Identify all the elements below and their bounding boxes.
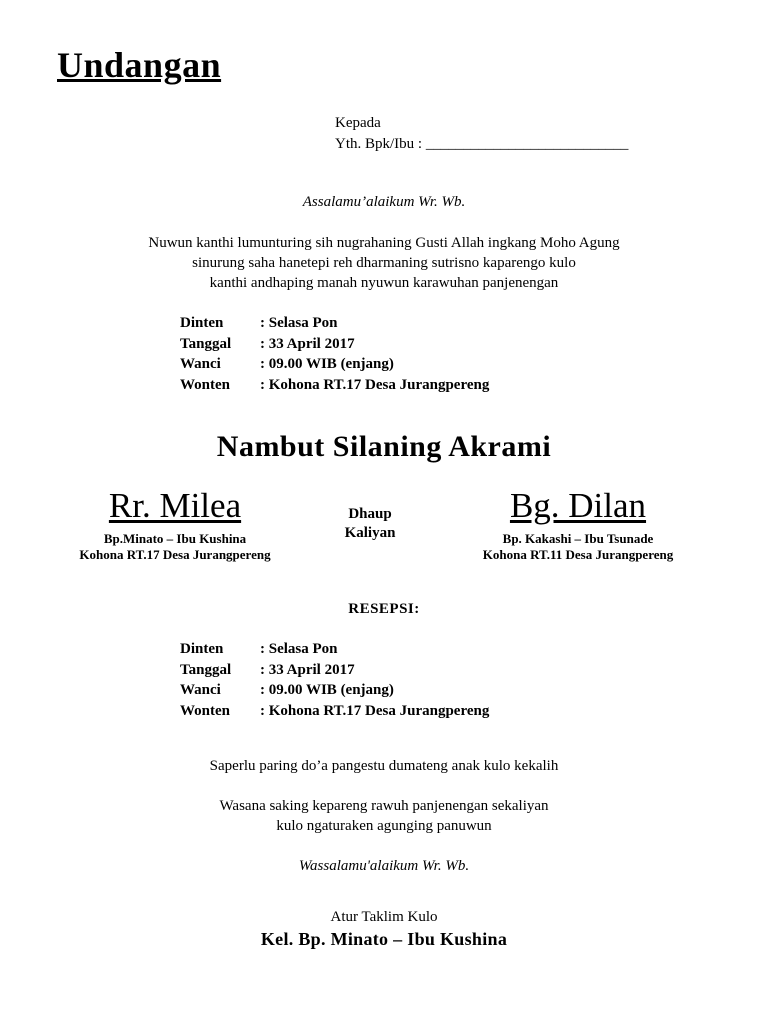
event-headline: Nambut Silaning Akrami xyxy=(216,430,552,463)
intro-line: sinurung saha hanetepi reh dharmaning sutrisno kaparengo kulo xyxy=(192,255,576,271)
detail-label: Wonten xyxy=(180,702,231,719)
bride-parents: Bp.Minato – Ibu Kushina xyxy=(103,531,247,546)
detail-label: Tanggal xyxy=(180,661,232,678)
detail-label: Dinten xyxy=(180,315,224,331)
groom-parents: Bp. Kakashi – Ibu Tsunade xyxy=(502,531,654,546)
detail-label: Wanci xyxy=(180,682,221,698)
recipient-block xyxy=(335,113,628,155)
resepsi-details xyxy=(180,639,489,721)
detail-value: : Selasa Pon xyxy=(260,315,338,331)
connector-line: Kaliyan xyxy=(344,525,396,541)
bride-address: Kohona RT.17 Desa Jurangpereng xyxy=(79,546,271,562)
detail-row-time xyxy=(180,354,489,375)
connector-text xyxy=(330,505,410,543)
recipient-line: Yth. Bpk/Ibu : ___________________________ xyxy=(335,136,629,152)
detail-value: : Kohona RT.17 Desa Jurangpereng xyxy=(260,376,490,393)
prayer-request: Saperlu paring do’a pangestu dumateng anak kulo kekalih xyxy=(209,758,559,774)
recipient-label: Kepada xyxy=(335,115,381,131)
detail-value: : Selasa Pon xyxy=(260,641,338,657)
detail-row-date xyxy=(180,660,489,681)
opening-greeting: Assalamu’alaikum Wr. Wb. xyxy=(302,194,466,210)
detail-label: Dinten xyxy=(180,641,224,657)
detail-value: : 09.00 WIB (enjang) xyxy=(260,682,394,698)
detail-value: : 33 April 2017 xyxy=(260,335,355,352)
detail-row-day xyxy=(180,313,489,334)
groom-block xyxy=(418,486,738,562)
detail-label: Wonten xyxy=(180,376,231,393)
detail-row-time xyxy=(180,680,489,701)
intro-line: kanthi andhaping manah nyuwun karawuhan panjenengan xyxy=(209,275,559,291)
intro-line: Nuwun kanthi lumunturing sih nugrahaning Gusti Allah ingkang Moho Agung xyxy=(148,235,620,251)
family-signature: Kel. Bp. Minato – Ibu Kushina xyxy=(260,929,508,949)
closing-line: Wasana saking kepareng rawuh panjenengan sekaliyan xyxy=(219,798,549,814)
detail-label: Wanci xyxy=(180,356,221,372)
resepsi-heading: RESEPSI: xyxy=(348,601,420,617)
connector-line: Dhaup xyxy=(348,506,392,522)
detail-row-place xyxy=(180,701,489,722)
bride-name: Rr. Milea xyxy=(108,486,242,525)
groom-address: Kohona RT.11 Desa Jurangpereng xyxy=(482,546,674,562)
detail-label: Tanggal xyxy=(180,335,232,352)
document-title: Undangan xyxy=(57,45,222,85)
akad-details xyxy=(180,313,489,395)
closing-line: kulo ngaturaken agunging panuwun xyxy=(276,818,492,834)
groom-name: Bg. Dilan xyxy=(509,486,647,525)
detail-value: : Kohona RT.17 Desa Jurangpereng xyxy=(260,702,490,719)
closing-greeting: Wassalamu'alaikum Wr. Wb. xyxy=(298,858,470,874)
detail-value: : 09.00 WIB (enjang) xyxy=(260,356,394,372)
detail-row-date xyxy=(180,334,489,355)
signoff-label: Atur Taklim Kulo xyxy=(330,909,438,925)
intro-paragraph xyxy=(0,233,768,293)
detail-row-place xyxy=(180,375,489,396)
detail-value: : 33 April 2017 xyxy=(260,661,355,678)
detail-row-day xyxy=(180,639,489,660)
bride-block xyxy=(20,486,330,562)
closing-paragraph xyxy=(0,796,768,836)
